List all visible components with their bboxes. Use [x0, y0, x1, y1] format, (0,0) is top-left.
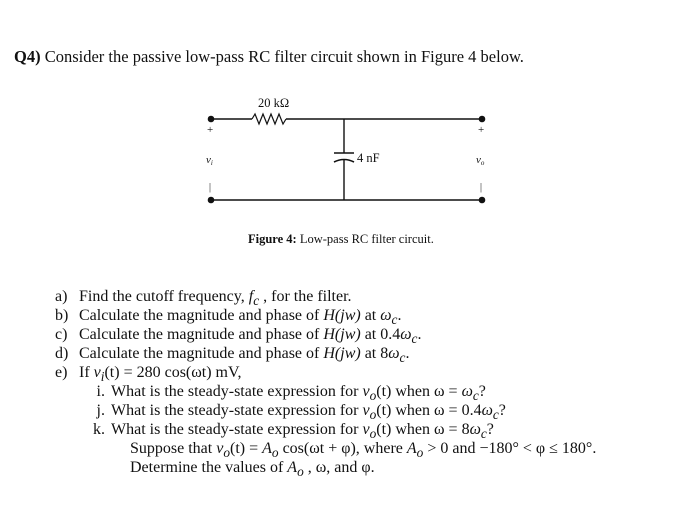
resistor-label: 20 kΩ [258, 96, 290, 110]
question-text: Consider the passive low-pass RC filter circuit shown in Figure 4 below. [44, 47, 524, 66]
figure-caption [248, 232, 434, 247]
output-terminal-bottom [479, 197, 486, 204]
part-d: d) Calculate the magnitude and phase of H(jw) at $8\omega_c$. [55, 345, 410, 366]
resistor-zigzag [252, 114, 286, 124]
input-terminal-bottom [208, 197, 215, 204]
output-voltage-label: vo [476, 154, 485, 167]
subpart-k: k. What is the steady-state expression for $v_o(t)$ when $\omega = 8\omega_c$? [93, 421, 494, 442]
part-e: e) If $v_i(t) = 280$ cos(ωt) mV, [55, 364, 242, 385]
final-statement-line2: Determine the values of $A_o$ , ω, and φ. [130, 459, 375, 480]
part-c: c) Calculate the magnitude and phase of H(jw) at $0.4\omega_c$. [55, 326, 422, 347]
part-b: b) Calculate the magnitude and phase of H(jw) at $\omega_c$. [55, 307, 402, 328]
subpart-i: i. What is the steady-state expression for $v_o(t)$ when $\omega = \omega_c$? [96, 383, 486, 404]
output-plus: + [478, 124, 485, 136]
input-voltage-label: vi [206, 154, 213, 167]
capacitor-label: 4 nF [357, 151, 380, 165]
input-minus: | [209, 182, 212, 193]
output-minus: | [480, 182, 483, 193]
caption-label: Figure 4: [248, 232, 297, 246]
input-plus: + [207, 124, 214, 136]
input-terminal-top [208, 116, 215, 123]
final-statement-line1: Suppose that $v_o(t) = A_o$ cos(ωt + φ), where $A_o > 0$ and −180° < φ ≤ 180°. [130, 440, 597, 461]
output-terminal-top [479, 116, 486, 123]
part-a: a) Find the cutoff frequency, $f_c$ , for the filter. [55, 288, 352, 309]
caption-text: Low-pass RC filter circuit. [296, 232, 434, 246]
subpart-j: j. What is the steady-state expression for $v_o(t)$ when $\omega = 0.4\omega_c$? [96, 402, 506, 423]
question-number: Q4) [14, 47, 41, 66]
